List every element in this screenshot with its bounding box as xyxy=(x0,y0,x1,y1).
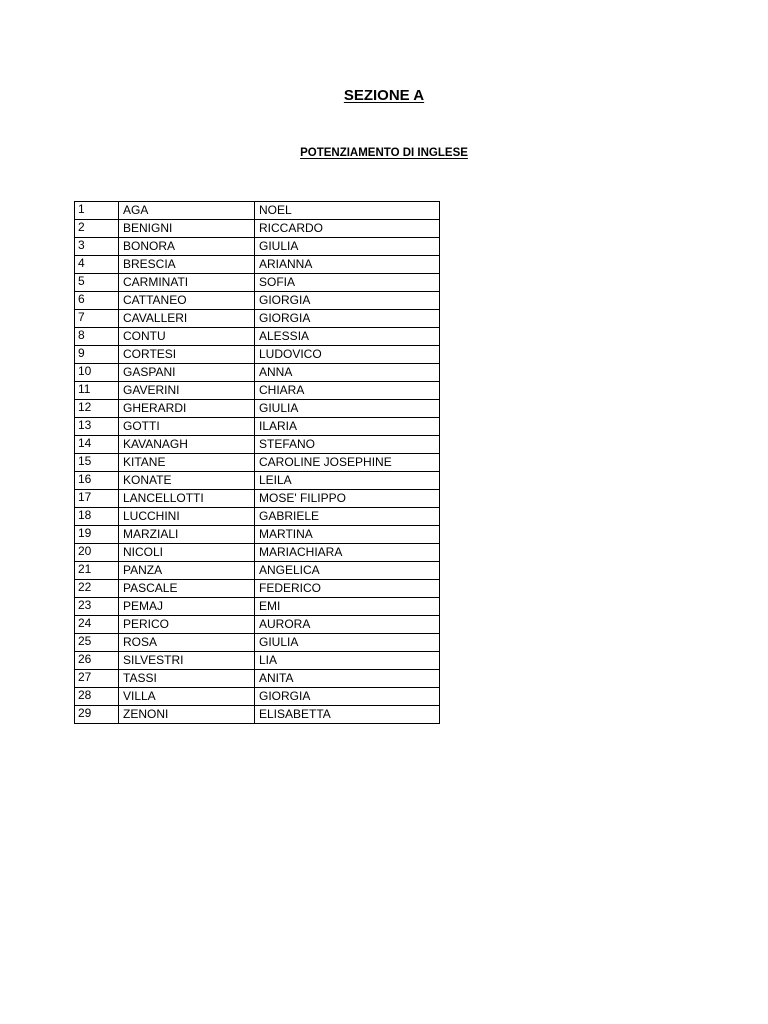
row-number: 27 xyxy=(75,670,119,688)
row-number: 20 xyxy=(75,544,119,562)
roster-body xyxy=(75,202,440,724)
student-surname: AGA xyxy=(119,202,255,220)
student-surname: PASCALE xyxy=(119,580,255,598)
row-number: 14 xyxy=(75,436,119,454)
student-first-name: STEFANO xyxy=(255,436,440,454)
student-first-name: EMI xyxy=(255,598,440,616)
table-row xyxy=(75,436,440,454)
student-surname: LUCCHINI xyxy=(119,508,255,526)
table-row xyxy=(75,562,440,580)
table-row xyxy=(75,328,440,346)
student-first-name: RICCARDO xyxy=(255,220,440,238)
table-row xyxy=(75,364,440,382)
student-first-name: GIORGIA xyxy=(255,310,440,328)
table-row xyxy=(75,598,440,616)
student-first-name: ELISABETTA xyxy=(255,706,440,724)
table-row xyxy=(75,382,440,400)
row-number: 15 xyxy=(75,454,119,472)
row-number: 28 xyxy=(75,688,119,706)
table-row xyxy=(75,688,440,706)
table-row xyxy=(75,292,440,310)
student-first-name: GABRIELE xyxy=(255,508,440,526)
row-number: 19 xyxy=(75,526,119,544)
student-roster-table xyxy=(74,201,440,724)
row-number: 10 xyxy=(75,364,119,382)
row-number: 7 xyxy=(75,310,119,328)
row-number: 22 xyxy=(75,580,119,598)
table-row xyxy=(75,670,440,688)
row-number: 2 xyxy=(75,220,119,238)
table-row xyxy=(75,400,440,418)
student-first-name: GIULIA xyxy=(255,634,440,652)
student-first-name: FEDERICO xyxy=(255,580,440,598)
row-number: 6 xyxy=(75,292,119,310)
row-number: 29 xyxy=(75,706,119,724)
student-surname: KITANE xyxy=(119,454,255,472)
table-row xyxy=(75,238,440,256)
student-first-name: GIORGIA xyxy=(255,292,440,310)
student-surname: BONORA xyxy=(119,238,255,256)
table-row xyxy=(75,490,440,508)
table-row xyxy=(75,652,440,670)
student-first-name: MOSE' FILIPPO xyxy=(255,490,440,508)
table-row xyxy=(75,256,440,274)
row-number: 25 xyxy=(75,634,119,652)
table-row xyxy=(75,220,440,238)
row-number: 16 xyxy=(75,472,119,490)
student-surname: SILVESTRI xyxy=(119,652,255,670)
student-first-name: ANNA xyxy=(255,364,440,382)
table-row xyxy=(75,274,440,292)
row-number: 11 xyxy=(75,382,119,400)
student-first-name: ARIANNA xyxy=(255,256,440,274)
page-subtitle: POTENZIAMENTO DI INGLESE xyxy=(300,147,468,159)
row-number: 17 xyxy=(75,490,119,508)
student-surname: ZENONI xyxy=(119,706,255,724)
row-number: 21 xyxy=(75,562,119,580)
student-surname: ROSA xyxy=(119,634,255,652)
student-surname: GASPANI xyxy=(119,364,255,382)
student-first-name: GIORGIA xyxy=(255,688,440,706)
row-number: 26 xyxy=(75,652,119,670)
row-number: 24 xyxy=(75,616,119,634)
student-surname: GOTTI xyxy=(119,418,255,436)
row-number: 3 xyxy=(75,238,119,256)
student-first-name: ALESSIA xyxy=(255,328,440,346)
student-first-name: LIA xyxy=(255,652,440,670)
student-surname: TASSI xyxy=(119,670,255,688)
table-row xyxy=(75,544,440,562)
student-first-name: ANITA xyxy=(255,670,440,688)
student-first-name: LEILA xyxy=(255,472,440,490)
student-surname: KONATE xyxy=(119,472,255,490)
student-first-name: GIULIA xyxy=(255,238,440,256)
table-row xyxy=(75,310,440,328)
student-first-name: ANGELICA xyxy=(255,562,440,580)
table-row xyxy=(75,472,440,490)
student-surname: CARMINATI xyxy=(119,274,255,292)
table-row xyxy=(75,418,440,436)
student-surname: BENIGNI xyxy=(119,220,255,238)
row-number: 9 xyxy=(75,346,119,364)
student-surname: NICOLI xyxy=(119,544,255,562)
table-row xyxy=(75,508,440,526)
table-row xyxy=(75,346,440,364)
student-surname: MARZIALI xyxy=(119,526,255,544)
student-surname: CORTESI xyxy=(119,346,255,364)
student-first-name: CHIARA xyxy=(255,382,440,400)
student-first-name: SOFIA xyxy=(255,274,440,292)
row-number: 4 xyxy=(75,256,119,274)
student-surname: PEMAJ xyxy=(119,598,255,616)
student-surname: GAVERINI xyxy=(119,382,255,400)
student-surname: CATTANEO xyxy=(119,292,255,310)
student-first-name: AURORA xyxy=(255,616,440,634)
student-surname: LANCELLOTTI xyxy=(119,490,255,508)
student-surname: CONTU xyxy=(119,328,255,346)
row-number: 1 xyxy=(75,202,119,220)
student-first-name: ILARIA xyxy=(255,418,440,436)
table-row xyxy=(75,202,440,220)
student-surname: PERICO xyxy=(119,616,255,634)
student-surname: PANZA xyxy=(119,562,255,580)
student-first-name: LUDOVICO xyxy=(255,346,440,364)
row-number: 13 xyxy=(75,418,119,436)
table-row xyxy=(75,706,440,724)
table-row xyxy=(75,616,440,634)
table-row xyxy=(75,580,440,598)
student-surname: VILLA xyxy=(119,688,255,706)
student-surname: BRESCIA xyxy=(119,256,255,274)
row-number: 18 xyxy=(75,508,119,526)
student-first-name: MARIACHIARA xyxy=(255,544,440,562)
student-surname: CAVALLERI xyxy=(119,310,255,328)
table-row xyxy=(75,454,440,472)
student-first-name: CAROLINE JOSEPHINE xyxy=(255,454,440,472)
table-row xyxy=(75,526,440,544)
row-number: 23 xyxy=(75,598,119,616)
student-surname: KAVANAGH xyxy=(119,436,255,454)
row-number: 8 xyxy=(75,328,119,346)
table-row xyxy=(75,634,440,652)
row-number: 12 xyxy=(75,400,119,418)
student-surname: GHERARDI xyxy=(119,400,255,418)
row-number: 5 xyxy=(75,274,119,292)
student-first-name: GIULIA xyxy=(255,400,440,418)
page-title: SEZIONE A xyxy=(343,87,425,104)
student-first-name: MARTINA xyxy=(255,526,440,544)
student-first-name: NOEL xyxy=(255,202,440,220)
